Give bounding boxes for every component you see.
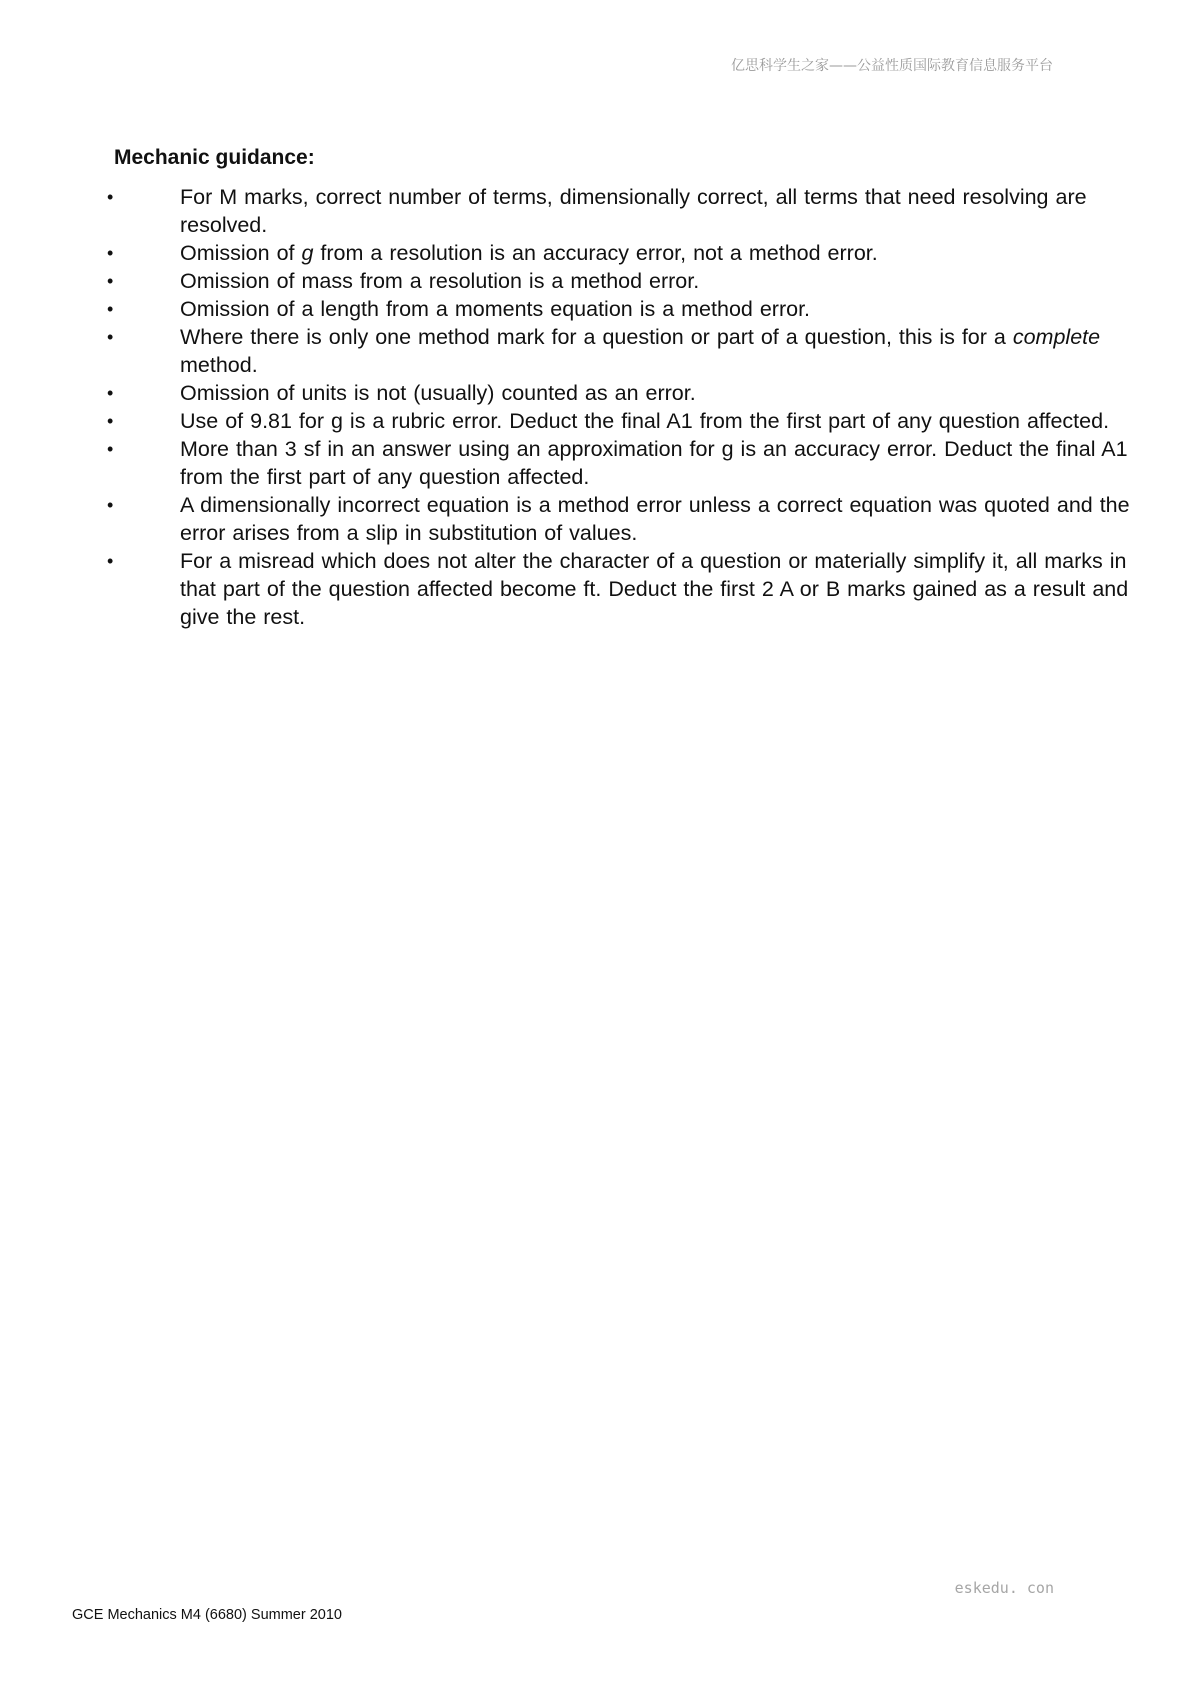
bullet-icon: • xyxy=(107,551,114,571)
guidance-item xyxy=(104,323,1134,379)
bullet-icon: • xyxy=(107,383,114,403)
guidance-item-text: Where there is only one method mark for a question or part of a question, this is for a complete method. xyxy=(180,325,1101,377)
bullet-icon: • xyxy=(107,299,114,319)
guidance-item xyxy=(104,407,1134,435)
bullet-icon: • xyxy=(107,243,114,263)
guidance-item-text: For a misread which does not alter the character of a question or materially simplify it, all marks in that part of the question affected become ft. Deduct the first 2 A or B marks gained as a result and give the rest. xyxy=(180,549,1129,629)
guidance-item-text: Use of 9.81 for g is a rubric error. Deduct the final A1 from the first part of any question affected. xyxy=(180,409,1110,433)
guidance-item-text: Omission of g from a resolution is an accuracy error, not a method error. xyxy=(180,241,878,265)
guidance-item-text: Omission of a length from a moments equation is a method error. xyxy=(180,297,811,321)
guidance-item xyxy=(104,295,1134,323)
guidance-item xyxy=(104,183,1134,239)
guidance-list xyxy=(104,183,1134,631)
guidance-item-text: More than 3 sf in an answer using an approximation for g is an accuracy error. Deduct the final A1 from the first part of any question affected. xyxy=(180,437,1128,489)
guidance-item xyxy=(104,239,1134,267)
bullet-icon: • xyxy=(107,411,114,431)
footer-document-title: GCE Mechanics M4 (6680) Summer 2010 xyxy=(72,1607,342,1623)
section-title: Mechanic guidance: xyxy=(114,146,315,169)
site-header-note: 亿思科学生之家——公益性质国际教育信息服务平台 xyxy=(731,58,1053,74)
guidance-item xyxy=(104,547,1134,631)
guidance-item-text: A dimensionally incorrect equation is a method error unless a correct equation was quoted and the error arises from a slip in substitution of values. xyxy=(180,493,1130,545)
guidance-item xyxy=(104,379,1134,407)
guidance-item-text: For M marks, correct number of terms, dimensionally correct, all terms that need resolving are resolved. xyxy=(180,185,1087,237)
guidance-item-text: Omission of mass from a resolution is a method error. xyxy=(180,269,700,293)
guidance-item xyxy=(104,267,1134,295)
guidance-item xyxy=(104,435,1134,491)
guidance-item-text: Omission of units is not (usually) counted as an error. xyxy=(180,381,696,405)
bullet-icon: • xyxy=(107,327,114,347)
bullet-icon: • xyxy=(107,495,114,515)
bullet-icon: • xyxy=(107,271,114,291)
bullet-icon: • xyxy=(107,439,114,459)
bullet-icon: • xyxy=(107,187,114,207)
guidance-item xyxy=(104,491,1134,547)
footer-watermark: eskedu. con xyxy=(954,1579,1054,1597)
